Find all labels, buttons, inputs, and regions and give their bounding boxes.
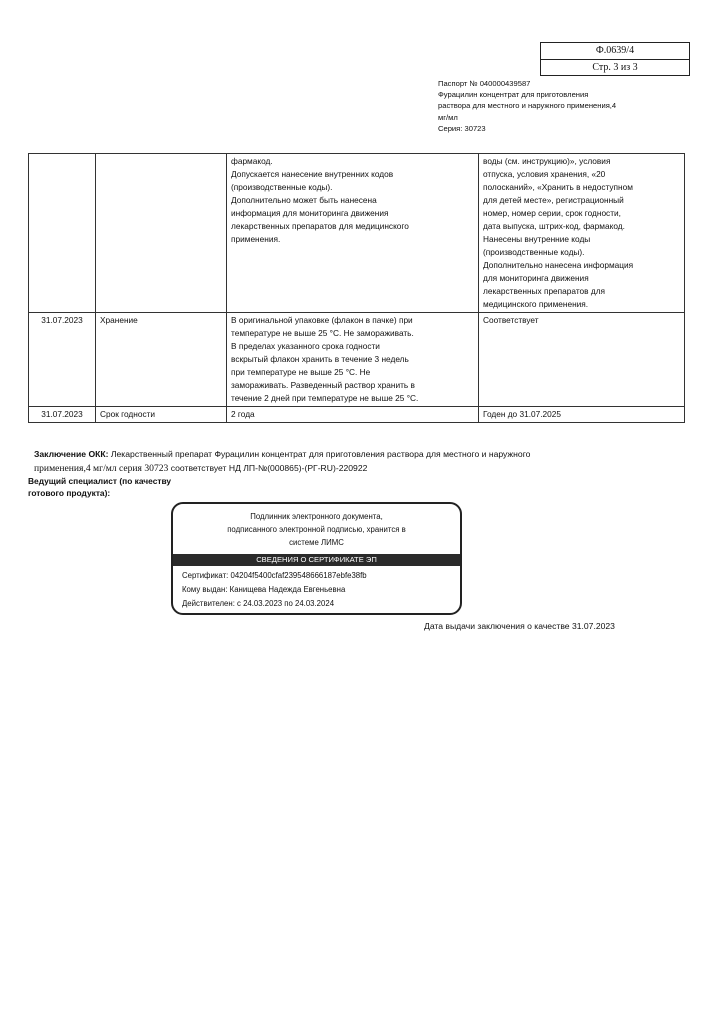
stamp-notice	[173, 510, 460, 549]
text-line: медицинского применения.	[483, 299, 589, 309]
conclusion	[34, 447, 594, 476]
text-line: фармакод.	[231, 156, 273, 166]
text-line: при температуре не выше 25 °С. Не	[231, 367, 371, 377]
text-line: применения.	[231, 234, 281, 244]
table-row	[29, 154, 685, 313]
text-line: лекарственных препаратов для	[483, 286, 606, 296]
conclusion-text: Лекарственный препарат Фурацилин концентрат для приготовления раствора для местного и наружного	[110, 449, 531, 459]
product-line: раствора для местного и наружного применения,4	[438, 101, 617, 111]
series-number: Серия: 30723	[438, 123, 486, 133]
result-cell	[479, 407, 685, 423]
text-line: для мониторинга движения	[483, 273, 589, 283]
electronic-signature-stamp	[171, 502, 462, 615]
parameter-cell	[96, 154, 227, 313]
certificate-bar: СВЕДЕНИЯ О СЕРТИФИКАТЕ ЭП	[173, 554, 460, 566]
text-line: информация для мониторинга движения	[231, 208, 389, 218]
text-line: В пределах указанного срока годности	[231, 341, 380, 351]
text-line: В оригинальной упаковке (флакон в пачке) при	[231, 315, 413, 325]
text-line: 2 года	[231, 409, 255, 419]
requirement-cell	[227, 154, 479, 313]
issue-date: Дата выдачи заключения о качестве 31.07.2023	[424, 621, 615, 631]
passport-number: Паспорт № 040000439587	[438, 79, 531, 88]
conclusion-compliance: соответствует НД ЛП-№(000865)-(РГ-RU)-220922	[170, 463, 368, 473]
form-number-box	[540, 42, 690, 76]
text-line: воды (см. инструкцию)», условия	[483, 156, 611, 166]
specialist-line: Ведущий специалист (по качеству	[28, 476, 172, 486]
text-line: Дополнительно может быть нанесена	[231, 195, 377, 205]
text-line: Допускается нанесение внутренних кодов	[231, 169, 394, 179]
result-cell	[479, 313, 685, 407]
table-row	[29, 407, 685, 423]
parameter-cell: Хранение	[96, 313, 227, 407]
stamp-line: системе ЛИМС	[289, 538, 344, 547]
product-line: Фурацилин концентрат для приготовления	[438, 90, 589, 100]
stamp-line: Подлинник электронного документа,	[250, 512, 383, 521]
text-line: полосканий», «Хранить в недоступном	[483, 182, 633, 192]
certificate-validity: Действителен: с 24.03.2023 по 24.03.2024	[182, 599, 335, 608]
text-line: Дополнительно нанесена информация	[483, 260, 634, 270]
text-line: температуре не выше 25 °С. Не замораживать.	[231, 328, 414, 338]
text-line: Годен до 31.07.2025	[483, 409, 561, 419]
text-line: номер, номер серии, срок годности,	[483, 208, 621, 218]
specialist-label	[28, 475, 188, 499]
text-line: течение 2 дней при температуре не выше 25 °С.	[231, 393, 419, 403]
specialist-line: готового продукта):	[28, 488, 111, 498]
certificate-id: Сертификат: 04204f5400cfaf239548666187ebfe38fb	[182, 571, 367, 580]
page-counter: Стр. 3 из 3	[592, 62, 638, 73]
conclusion-product: применения,4 мг/мл серия 30723	[34, 463, 169, 474]
requirement-cell	[227, 407, 479, 423]
form-code: Ф.0639/4	[541, 43, 689, 60]
quality-table	[28, 153, 685, 423]
text-line: (производственные коды).	[483, 247, 585, 257]
text-line: отпуска, условия хранения, «20	[483, 169, 606, 179]
parameter-cell: Срок годности	[96, 407, 227, 423]
table-row	[29, 313, 685, 407]
date-cell: 31.07.2023	[29, 407, 96, 423]
text-line: Соответствует	[483, 315, 539, 325]
certificate-owner: Кому выдан: Канищева Надежда Евгеньевна	[182, 585, 346, 594]
text-line: лекарственных препаратов для медицинского	[231, 221, 409, 231]
document-header	[438, 78, 648, 134]
product-line: мг/мл	[438, 112, 458, 122]
text-line: вскрытый флакон хранить в течение 3 недель	[231, 354, 409, 364]
date-cell	[29, 154, 96, 313]
requirement-cell	[227, 313, 479, 407]
text-line: Нанесены внутренние коды	[483, 234, 591, 244]
text-line: (производственные коды).	[231, 182, 333, 192]
result-cell	[479, 154, 685, 313]
date-cell: 31.07.2023	[29, 313, 96, 407]
text-line: для детей месте», регистрационный	[483, 195, 624, 205]
text-line: дата выпуска, штрих-код, фармакод.	[483, 221, 625, 231]
conclusion-label: Заключение ОКК:	[34, 449, 109, 459]
stamp-line: подписанного электронной подписью, хранится в	[227, 525, 406, 534]
text-line: замораживать. Разведенный раствор хранить в	[231, 380, 415, 390]
